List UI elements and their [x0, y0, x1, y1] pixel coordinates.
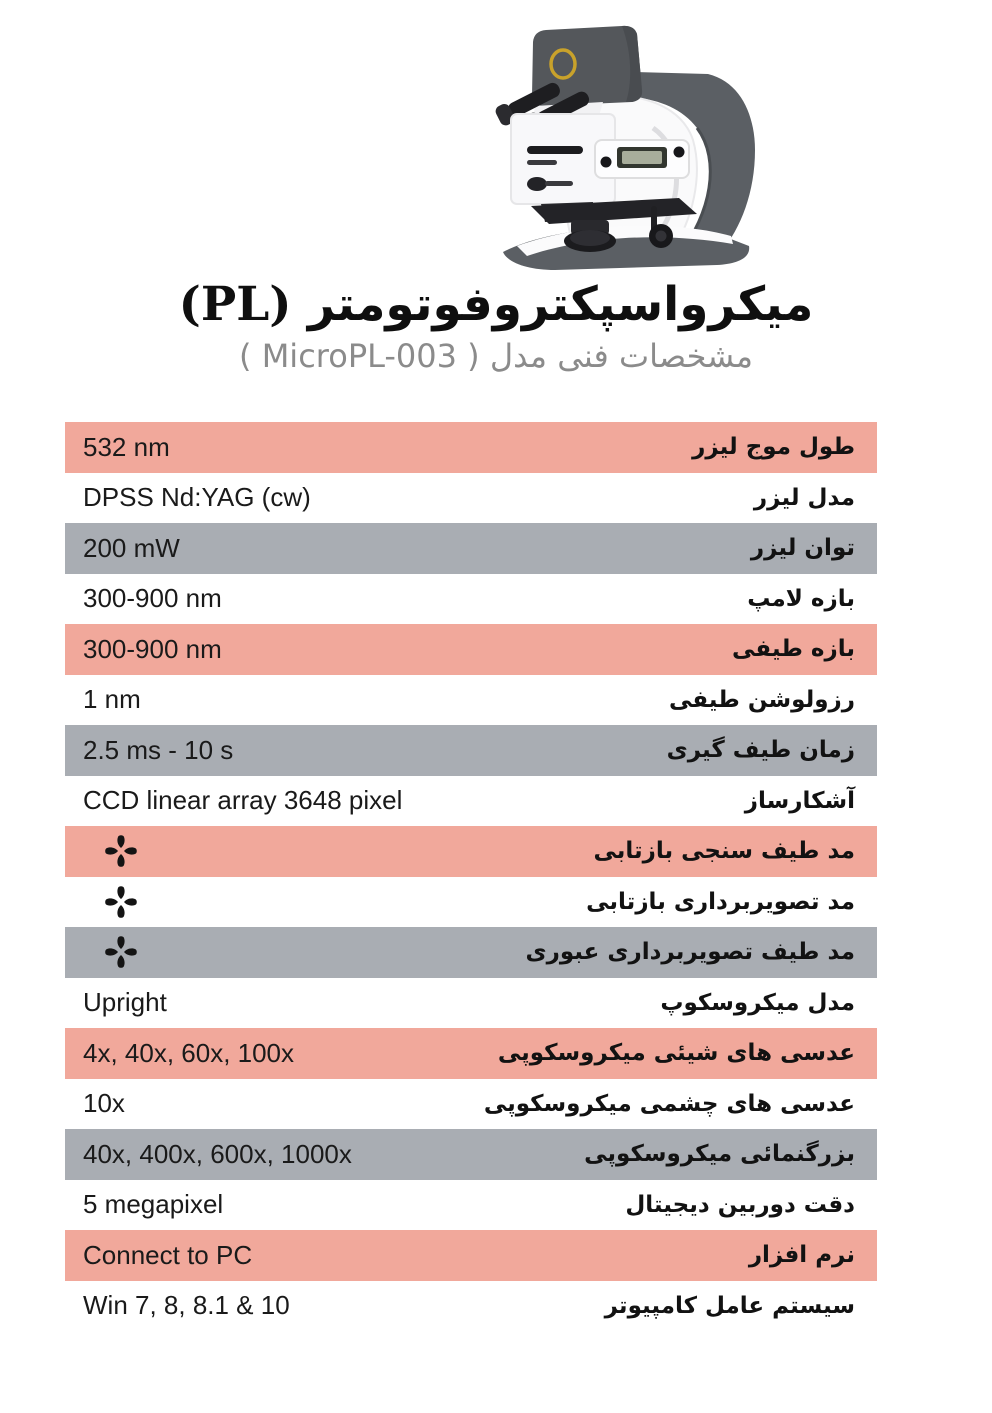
spec-value: 300-900 nm [83, 583, 222, 614]
spec-label: توان لیزر [750, 535, 855, 562]
spec-label: مد طیف سنجی بازتابی [593, 838, 855, 865]
spec-row [65, 978, 877, 1029]
spec-row [65, 877, 877, 928]
spec-value: Upright [83, 987, 167, 1018]
page-subtitle [0, 337, 992, 375]
spec-label: نرم افزار [748, 1242, 855, 1269]
spec-label: مدل لیزر [753, 484, 855, 511]
spec-value: 1 nm [83, 684, 141, 715]
spec-row [65, 1129, 877, 1180]
spec-row [65, 1281, 877, 1332]
spec-label: طول موج لیزر [692, 434, 855, 461]
spec-value: 4x, 40x, 60x, 100x [83, 1037, 295, 1068]
spec-label: مد تصویربرداری بازتابی [586, 888, 855, 915]
spec-row [65, 927, 877, 978]
spec-value: CCD linear array 3648 pixel [83, 785, 403, 816]
spec-row [65, 675, 877, 726]
microscope-image [483, 10, 775, 275]
microscope-illustration [483, 10, 775, 275]
spec-label: مدل میکروسکوپ [660, 989, 855, 1016]
four-petal-asterisk-icon [103, 883, 139, 921]
spec-value: DPSS Nd:YAG (cw) [83, 482, 311, 513]
header [0, 276, 992, 375]
spec-row [65, 826, 877, 877]
spec-table [65, 422, 877, 1331]
spec-label: بازه لامپ [747, 585, 855, 612]
page-subtitle-fa: مشخصات فنی مدل [489, 336, 753, 375]
spec-row [65, 1028, 877, 1079]
four-petal-asterisk-icon [103, 832, 139, 870]
spec-value: 10x [83, 1088, 125, 1119]
spec-row [65, 624, 877, 675]
spec-label: عدسی های شیئی میکروسکوپی [497, 1040, 855, 1067]
spec-row [65, 725, 877, 776]
spec-row [65, 473, 877, 524]
spec-row [65, 776, 877, 827]
spec-row [65, 1079, 877, 1130]
spec-value: 532 nm [83, 431, 170, 462]
spec-row [65, 422, 877, 473]
spec-value-icon-cell [65, 832, 139, 870]
spec-value: 40x, 400x, 600x, 1000x [83, 1138, 352, 1169]
spec-label: رزولوشن طیفی [668, 686, 855, 713]
spec-value-icon-cell [65, 883, 139, 921]
page-subtitle-en: ( MicroPL-003 ) [239, 336, 480, 375]
spec-label: مد طیف تصویربرداری عبوری [525, 939, 855, 966]
page-title [0, 276, 992, 335]
spec-label: بزرگنمائی میکروسکوپی [584, 1141, 855, 1168]
spec-label: آشکارساز [744, 787, 855, 814]
page-title-fa: میکرواسپکتروفوتومتر [307, 277, 814, 332]
spec-row [65, 574, 877, 625]
page-title-en: (PL) [178, 277, 292, 332]
spec-value: 300-900 nm [83, 633, 222, 664]
spec-label: سیستم عامل کامپیوتر [604, 1292, 855, 1319]
spec-row [65, 523, 877, 574]
spec-row [65, 1230, 877, 1281]
spec-label: عدسی های چشمی میکروسکوپی [483, 1090, 855, 1117]
spec-label: زمان طیف گیری [666, 737, 855, 764]
spec-label: دقت دوربین دیجیتال [625, 1191, 855, 1218]
spec-row [65, 1180, 877, 1231]
spec-value: 5 megapixel [83, 1189, 224, 1220]
spec-value: 200 mW [83, 532, 180, 563]
spec-value-icon-cell [65, 933, 139, 971]
spec-value: Connect to PC [83, 1239, 253, 1270]
spec-label: بازه طیفی [732, 636, 855, 663]
four-petal-asterisk-icon [103, 933, 139, 971]
spec-value: 2.5 ms - 10 s [83, 734, 234, 765]
spec-value: Win 7, 8, 8.1 & 10 [83, 1290, 290, 1321]
